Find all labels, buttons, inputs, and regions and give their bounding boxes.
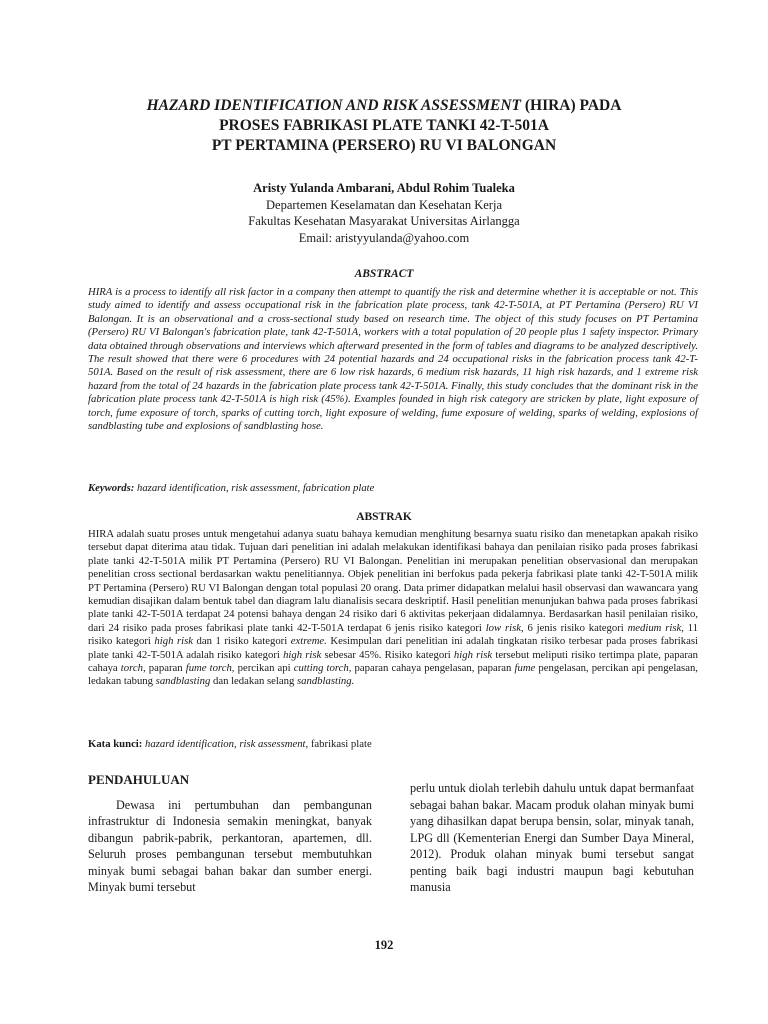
abstrak-seg: percikan api [234,662,294,675]
abstrak-seg: dan ledakan selang [210,675,297,688]
abstrak-italic: sandblasting. [296,675,355,688]
abstrak-seg: sebesar 45%. Risiko kategori [321,648,454,661]
title-line-3: PT PERTAMINA (PERSERO) RU VI BALONGAN [211,137,557,154]
abstrak-italic: torch, [120,662,146,675]
abstrak-seg: Kesimpulan dari penelitian ini adalah tingkatan risiko terbesar pada proses fabrikasi plate tanki 42-T-501A adalah risiko kategori [88,635,698,661]
abstrak-italic: fume [514,662,536,675]
abstrak-heading: ABSTRAK [356,511,412,523]
kata-kunci-line [88,738,698,750]
abstrak-text [88,528,698,689]
keywords-line [88,482,698,494]
abstrak-seg: 11 risiko kategori [88,621,698,648]
intro-paragraph-left: Dewasa ini pertumbuhan dan pembangunan infrastruktur di Indonesia semakin meningkat, banyak dibangun pabrik-pabrik, perkantoran, apartemen, dll. Seluruh proses pembangunan tersebut membutuhkan minyak bumi sebagai bahan bakar dan sumber energi. Minyak bumi tersebut [88,797,372,894]
abstrak-italic: fume torch, [185,662,235,675]
author-block [60,180,708,246]
paper-title [60,96,708,156]
kata-kunci-italic: hazard identification, risk assessment, [142,738,309,750]
keywords-text: hazard identification, risk assessment, fabrication plate [134,482,375,494]
abstrak-italic: high risk [283,648,322,661]
kata-kunci-rest: fabrikasi plate [308,738,372,750]
abstrak-italic: high risk [453,648,493,661]
abstrak-italic: sandblasting [155,675,211,688]
abstrak-seg: pengelasan, percikan api pengelasan, ledakan tabung [88,662,698,688]
left-column [88,772,372,896]
abstrak-seg: paparan cahaya pengelasan, paparan [351,662,515,675]
author-department: Departemen Keselamatan dan Kesehatan Kerja [266,197,502,212]
abstrak-seg: dan 1 risiko kategori [192,635,291,648]
title-line-1 [60,96,708,116]
abstrak-seg: tersebut meliputi risiko tertimpa plate, paparan cahaya [88,648,698,675]
author-names: Aristy Yulanda Ambarani, Abdul Rohim Tualeka [253,181,515,195]
title-line-2: PROSES FABRIKASI PLATE TANKI 42-T-501A [219,117,549,134]
section-heading-pendahuluan: PENDAHULUAN [88,772,190,787]
abstract-text: HIRA is a process to identify all risk factor in a company then attempt to quantify the risk and determine whether it is acceptable or not. This study aimed to identify and assess occupational risk in the fabrication plate process, tank 42-T-501A, at PT Pertamina (Persero) RU VI Balongan. It is an observational and a cross-sectional study based on research time. The object of this study focuses on PT Pertamina (Persero) RU VI Balongan's fabrication plate, tank 42-T-501A, workers with a total population of 20 people plus 1 safety inspector. Primary data obtained through observations and interviews which afterward presented in the form of tables and diagrams to be analyzed descriptively. The result showed that there were 6 procedures with 24 potential hazards and 24 occupational risks in the fabrication process tank 42-T-501A. Based on the result of risk assessment, there are 6 low risk hazards, 6 medium risk hazards, 11 high risk hazards, and 1 extreme risk hazard from the total of 24 hazards in the fabrication plate process tank 42-T-501A. Finally, this study concludes that the dominant risk in the fabrication plate process tank 42-T-501A is high risk (45%). Examples founded in high risk category are stricken by plate, light exposure of torch, fume exposure of torch, sparks of cutting torch, light exposure of welding, fume exposure of welding, sparks of welding, explosions of sandblasting tube and explosions of sandblasting hose. [88,286,698,433]
author-email: Email: aristyyulanda@yahoo.com [298,230,470,245]
abstract-heading: ABSTRACT [354,268,414,280]
title-italic: HAZARD IDENTIFICATION AND RISK ASSESSMENT [146,97,521,114]
abstrak-italic: medium risk, [627,621,684,634]
kata-kunci-label: Kata kunci: [88,738,143,750]
abstrak-italic: extreme. [290,635,327,648]
right-column [410,780,694,896]
abstrak-italic: cutting torch, [293,662,352,675]
abstrak-italic: low risk, [485,621,524,634]
title-line-1-rest: (HIRA) PADA [520,97,622,114]
keywords-label: Keywords: [88,482,135,494]
intro-paragraph-right: perlu untuk diolah terlebih dahulu untuk dapat bermanfaat sebagai bahan bakar. Macam produk olahan minyak bumi yang dihasilkan dapat berupa bensin, solar, minyak tanah, LPG dll (Kementerian Energi dan Sumber Daya Mineral, 2012). Produk olahan minyak bumi tersebut sangat penting baik bagi industri maupun bagi kebutuhan manusia [410,781,694,894]
abstrak-seg: paparan [145,662,186,675]
abstrak-italic: high risk [154,635,193,648]
abstrak-seg: 6 jenis risiko kategori [523,621,628,634]
abstrak-seg: HIRA adalah suatu proses untuk mengetahui adanya suatu bahaya kemudian menghitung besarnya suatu risiko dan menetapkan apakah risiko tersebut dapat diterima atau tidak. Tujuan dari penelitian ini adalah melakukan identifikasi bahaya dan penilaian risiko pada proses fabrikasi plate tanki 42-T-501A milik PT Pertamina (Persero) RU VI Balongan. Penelitian ini merupakan penelitian observasional dan merupakan penelitian cross sectional berdasarkan waktu penelitiannya. Objek penelitian ini berfokus pada pekerja fabrikasi plate tanki 42-T-501A milik PT Pertamina (Persero) RU VI Balongan dengan total populasi 20 orang. Data primer didapatkan melalui hasil observasi dan wawancara yang kemudian disajikan dalam bentuk tabel dan diagram lalu dianalisis secara deskriptif. Hasil penelitian menunjukan bahwa pada proses fabrikasi plate tanki 42-T-501A terdapat 24 potensi bahaya dengan 24 risiko dari 6 aktivitas pekerjaan didalamnya. Berdasarkan hasil penilaian risiko, dari 24 risiko pada proses fabrikasi plate tanki 42-T-501A terdapat 6 jenis risiko kategori [88,528,698,634]
page-number: 192 [374,938,394,952]
author-faculty: Fakultas Kesehatan Masyarakat Universitas Airlangga [248,214,520,228]
